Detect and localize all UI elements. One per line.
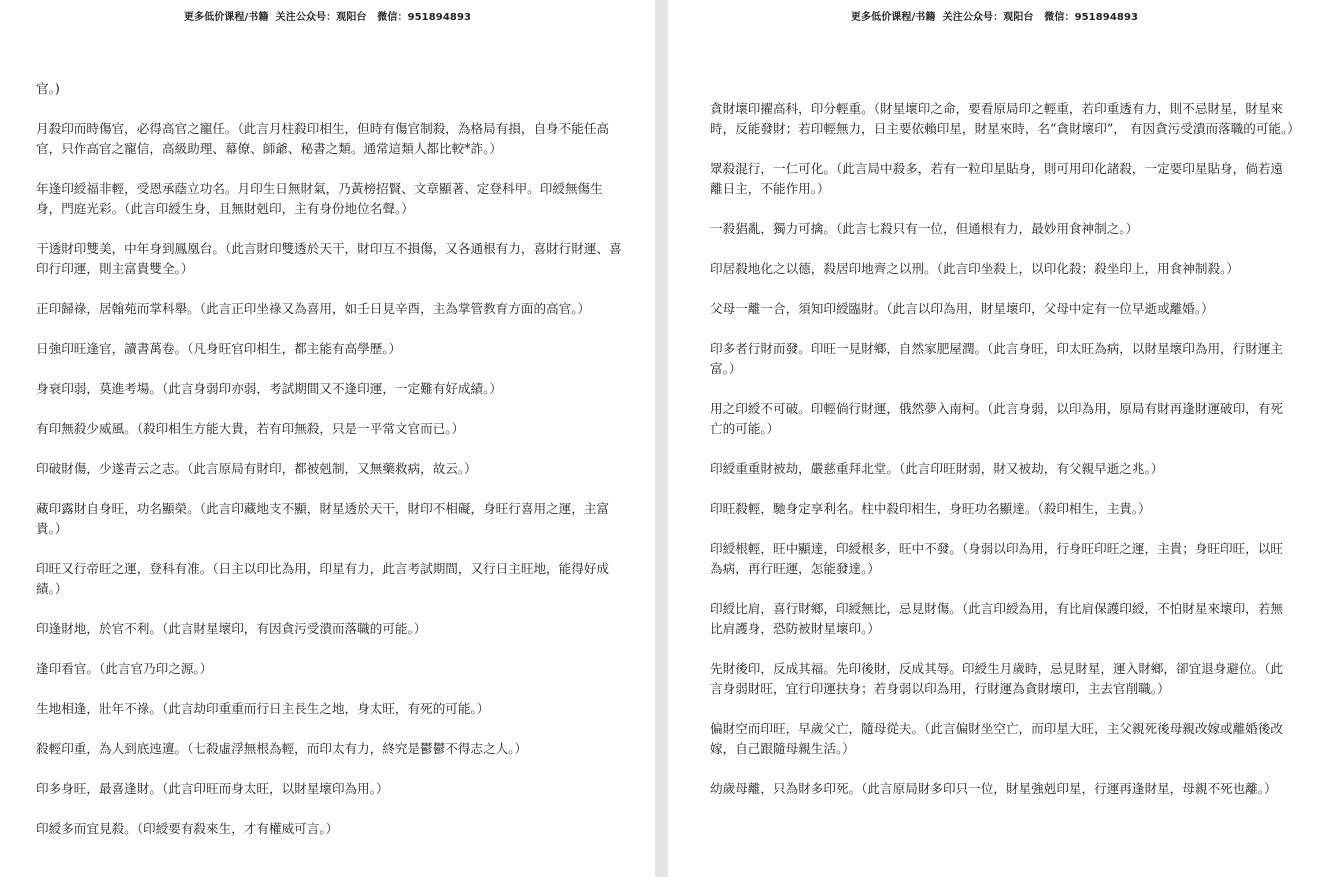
paragraph: 印綬重重財被劫，嚴慈重拜北堂。（此言印旺財弱，財又被劫，有父親早逝之兆。）	[710, 461, 1164, 476]
paragraph: 印綬多而宜見殺。（印綬要有殺來生，才有權威可言。）	[36, 821, 339, 836]
paragraph: 年逢印綬福非輕，受恩承蔭立功名。月印生日無財氣，乃黃榜招賢、文章顯著、定登科甲。印綬無傷生身，門庭光彩。（此言印綬生身，且無財剋印，主有身份地位名聲。）	[36, 181, 603, 216]
paragraph: 藏印露財自身旺，功名顯榮。（此言印藏地支不顯，財星透於天干，財印不相礙，身旺行喜用之運，主富貴。）	[36, 501, 610, 536]
paragraph: 逢印看官。（此言官乃印之源。）	[36, 661, 213, 676]
paragraph: 印旺又行帝旺之運，登科有准。（日主以印比為用，印星有力，此言考試期間，又行日主旺地，能得好成績。）	[36, 561, 610, 596]
paragraph: 印旺殺輕，馳身定享利名。柱中殺印相生，身旺功名顯達。（殺印相生，主貴。）	[710, 501, 1151, 516]
paragraph: 生地相逢，壯年不祿。（此言劫印重重而行日主長生之地，身太旺，有死的可能。）	[36, 701, 490, 716]
paragraph: 正印歸祿，居翰苑而掌科舉。（此言正印坐祿又為喜用，如壬日見辛酉，主為掌管教育方面的高官。）	[36, 301, 591, 316]
paragraph: 幼歲母離，只為財多印死。（此言原局財多印只一位，財星強剋印星，行運再逢財星，母親不死也離。）	[710, 781, 1277, 796]
paragraph: 印綬比肩，喜行財鄉，印綬無比，忌見財傷。（此言印綬為用，有比肩保護印綬，不怕財星來壞印，若無比肩護身，恐防被財星壞印。）	[710, 601, 1284, 636]
paragraph: 日強印旺逢官，讀書萬卷。（凡身旺官印相生，都主能有高學歷。）	[36, 341, 402, 356]
paragraph: 印逢財地，於官不利。（此言財星壞印，有因貪污受潰而落職的可能。）	[36, 621, 427, 636]
paragraph: 眾殺混行，一仁可化。（此言局中殺多，若有一粒印星貼身，則可用印化諸殺，一定要印星貼身，倘若遠離日主，不能作用。）	[710, 161, 1284, 196]
page-content	[36, 79, 627, 859]
paragraph: 官。)	[36, 81, 60, 96]
document-page-right	[668, 0, 1321, 877]
paragraph: 貪財壞印擢高科，印分輕重。（財星壞印之命，要看原局印之輕重，若印重透有力，則不忌財星，財星來時，反能發財；若印輕無力，日主要依賴印星，財星來時，名“貪財壞印”， 有因貪污受潰而落職的可能。）	[710, 101, 1300, 136]
page-content	[710, 99, 1300, 819]
paragraph: 父母一離一合，須知印綬臨財。（此言以印為用，財星壞印，父母中定有一位早逝或離婚。）	[710, 301, 1214, 316]
paragraph: 印居殺地化之以德，殺居印地齊之以刑。（此言印坐殺上，以印化殺；殺坐印上，用食神制殺。）	[710, 261, 1239, 276]
document-page-left	[0, 0, 655, 877]
paragraph: 先財後印，反成其福。先印後財，反成其辱。印綬生月歲時，忌見財星，運入財鄉，卻宜退身避位。（此言身弱財旺，宜行印運扶身；若身弱以印為用，行財運為貪財壞印，主去官削職。）	[710, 661, 1284, 696]
paragraph: 印多身旺，最喜逢財。（此言印旺而身太旺，以財星壞印為用。）	[36, 781, 389, 796]
paragraph: 用之印綬不可破。印輕倘行財運，俄然夢入南柯。（此言身弱，以印為用，原局有財再逢財運破印，有死亡的可能。）	[710, 401, 1284, 436]
page-header: 更多低价课程/书籍 关注公众号：观阳台 微信：951894893	[850, 12, 1139, 23]
paragraph: 偏財空而印旺，早歲父亡，隨母從夫。（此言偏財坐空亡，而印星大旺，主父親死後母親改嫁或離婚後改嫁，自己跟隨母親生活。）	[710, 721, 1284, 756]
paragraph: 干透財印雙美，中年身到鳳凰台。（此言財印雙透於天干，財印互不損傷，又各通根有力，喜財行財運、喜印行印運，則主富貴雙全。）	[36, 241, 622, 276]
paragraph: 一殺猖亂，獨力可擒。（此言七殺只有一位，但通根有力，最妙用食神制之。）	[710, 221, 1139, 236]
paragraph: 印綬根輕，旺中顯達，印綬根多，旺中不發。（身弱以印為用，行身旺印旺之運，主貴；身旺印旺，以旺為病，再行旺運，怎能發達。）	[710, 541, 1284, 576]
paragraph: 身衰印弱，莫進考場。（此言身弱印亦弱，考試期間又不逢印運，一定難有好成績。）	[36, 381, 502, 396]
page-gutter	[655, 0, 668, 877]
paragraph: 有印無殺少威風。（殺印相生方能大貴，若有印無殺，只是一平常文官而已。）	[36, 421, 465, 436]
paragraph: 殺輕印重，為人到底迍邅。（七殺虛浮無根為輕，而印太有力，終究是鬱鬱不得志之人。）	[36, 741, 528, 756]
paragraph: 印多者行財而發。印旺一見財鄉，自然家肥屋潤。（此言身旺，印太旺為病，以財星壞印為用，行財運主富。）	[710, 341, 1284, 376]
paragraph: 印破財傷，少遂青云之志。（此言原局有財印，都被剋制，又無藥救病，故云。）	[36, 461, 477, 476]
paragraph: 月殺印而時傷官，必得高官之寵任。（此言月柱殺印相生，但時有傷官制殺，為格局有損，自身不能任高官，只作高官之寵信，高級助理、幕僚、師爺、秘書之類。通常這類人都比較*詐。）	[36, 121, 610, 156]
page-header: 更多低价课程/书籍 关注公众号：观阳台 微信：951894893	[183, 12, 472, 23]
